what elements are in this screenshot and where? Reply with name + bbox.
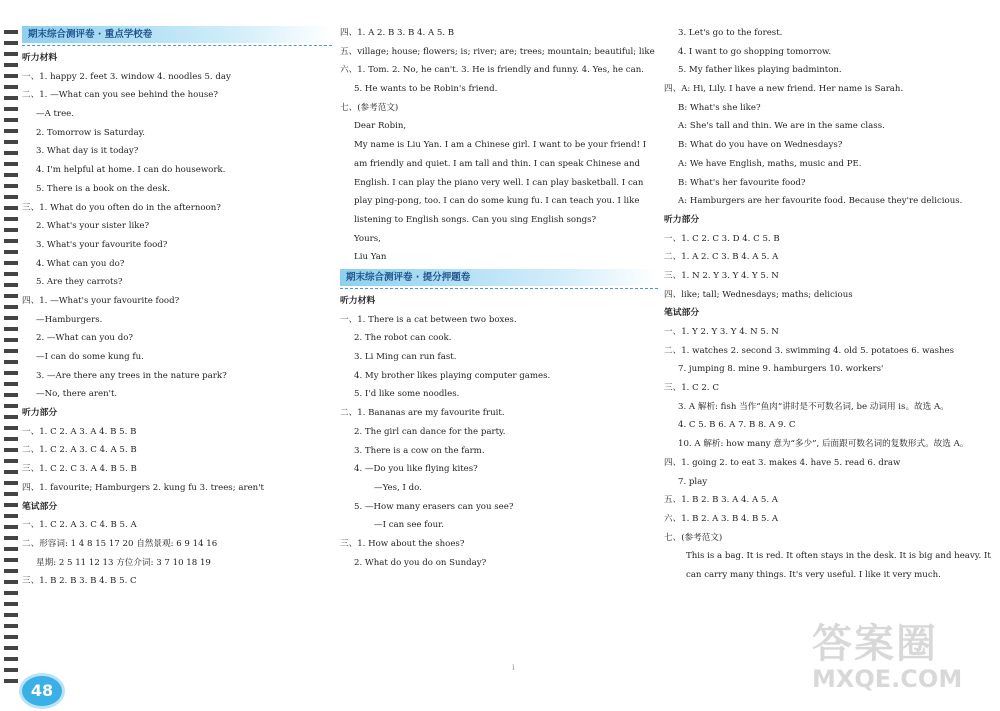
answer-line: 一、1. C 2. A 3. C 4. B 5. A	[22, 520, 137, 531]
watermark-logo-text: 答案圈	[812, 621, 938, 667]
answer-line: —Hamburgers.	[36, 314, 103, 325]
answer-line: Dear Robin,	[354, 121, 407, 132]
answer-line: Liu Yan	[354, 252, 387, 263]
section-heading: 听力材料	[340, 296, 376, 307]
answer-line: 2. The robot can cook.	[354, 333, 452, 344]
left-column	[22, 24, 332, 591]
watermark-logo	[812, 612, 992, 702]
answer-line: —A tree.	[36, 109, 74, 120]
answer-line: 一、1. Y 2. Y 3. Y 4. N 5. N	[664, 327, 779, 337]
answer-line: 3. What's your favourite food?	[36, 239, 168, 250]
answer-line: A: Hamburgers are her favourite food. Because they're delicious.	[678, 196, 963, 207]
answer-line: 2. The girl can dance for the party.	[354, 426, 506, 437]
section-banner: 期末综合测评卷 · 重点学校卷	[22, 26, 332, 43]
answer-line: A: We have English, maths, music and PE.	[678, 158, 862, 169]
section-heading: 笔试部分	[22, 501, 58, 512]
answer-line: 五、1. B 2. B 3. A 4. A 5. A	[664, 495, 779, 506]
answer-line: 星期: 2 5 11 12 13 方位介词: 3 7 10 18 19	[36, 557, 211, 568]
answer-line: 4. —Do you like flying kites?	[354, 464, 478, 475]
answer-line: 5. He wants to be Robin's friend.	[354, 84, 498, 95]
answer-line: 4. I'm helpful at home. I can do housework.	[36, 165, 226, 176]
answer-line: 5. There is a book on the desk.	[36, 183, 170, 194]
answer-line: 六、1. Tom. 2. No, he can't. 3. He is friendly and funny. 4. Yes, he can.	[340, 65, 645, 76]
answer-line: 三、1. N 2. Y 3. Y 4. Y 5. N	[664, 270, 779, 281]
answer-line: 一、1. There is a cat between two boxes.	[340, 314, 517, 325]
answer-line: 3. Li Ming can run fast.	[354, 352, 457, 363]
answer-line: 一、1. C 2. C 3. D 4. C 5. B	[664, 233, 780, 244]
answer-line: —I can do some kung fu.	[36, 352, 144, 362]
model-letter-body: My name is Liu Yan. I am a Chinese girl. I want to be your friend! I am friendly and quiet. I am tall and thin. I can speak Chinese and English. I can play the piano very well. I can play basketball. I can play ping-pong, too. I can do some kung fu. I can teach you. I like listening to English songs. Can you sing English songs?	[354, 140, 647, 225]
answer-line: 3. What day is it today?	[36, 146, 139, 157]
answer-line: 2. Tomorrow is Saturday.	[36, 127, 146, 138]
answer-line: 二、1. A 2. C 3. B 4. A 5. A	[664, 252, 779, 263]
answer-line: 二、1. watches 2. second 3. swimming 4. old 5. potatoes 6. washes	[664, 345, 955, 356]
answer-line: 五、village; house; flowers; is; river; are; trees; mountain; beautiful; like	[340, 46, 655, 57]
answer-line: 三、1. C 2. C	[664, 383, 719, 394]
answer-line: 一、1. happy 2. feet 3. window 4. noodles 5. day	[22, 71, 231, 82]
answer-line: 一、1. C 2. A 3. A 4. B 5. B	[22, 426, 137, 437]
answer-line: A: She's tall and thin. We are in the same class.	[678, 121, 885, 132]
footer-mark: i	[512, 663, 515, 672]
middle-column-signoff	[340, 230, 658, 267]
answer-line: 7. jumping 8. mine 9. hamburgers 10. workers'	[678, 364, 884, 375]
answer-line: 5. Are they carrots?	[36, 277, 123, 288]
middle-column	[340, 24, 658, 572]
right-column	[664, 24, 994, 585]
answer-line: B: What do you have on Wednesdays?	[678, 140, 843, 151]
answer-line: 四、1. going 2. to eat 3. makes 4. have 5. read 6. draw	[664, 457, 901, 468]
watermark-site-text: MXQE.COM	[812, 665, 963, 693]
answer-line: 3. —Are there any trees in the nature park?	[36, 370, 227, 381]
answer-line: 三、1. C 2. C 3. A 4. B 5. B	[22, 464, 137, 475]
section-heading: 听力部分	[22, 408, 58, 419]
answer-line: —Yes, I do.	[374, 482, 422, 493]
answer-line: 七、(参考范文)	[340, 102, 399, 113]
answer-line: 六、1. B 2. A 3. B 4. B 5. A	[664, 513, 779, 524]
answer-line: 七、(参考范文)	[664, 532, 723, 543]
answer-line: 三、1. How about the shoes?	[340, 538, 465, 549]
answer-line: 7. play	[678, 476, 708, 487]
section-heading: 笔试部分	[664, 308, 700, 319]
answer-line: B: What's her favourite food?	[678, 177, 806, 188]
section-banner-2: 期末综合测评卷 · 提分押题卷	[340, 269, 658, 286]
page-number-badge: 48	[22, 676, 62, 706]
model-essay: This is a bag. It is red. It often stays in the desk. It is big and heavy. It can carry many things. It's very useful. I like it very much.	[686, 551, 991, 580]
answer-line: 10. A 解析: how many 意为“多少”, 后面跟可数名词的复数形式。故选 A。	[678, 439, 969, 450]
left-column-lines	[22, 49, 332, 591]
answer-line: —No, there aren't.	[36, 389, 118, 400]
answer-line: 3. Let's go to the forest.	[678, 28, 783, 38]
section-heading: 听力材料	[22, 53, 58, 63]
answer-line: 5. I'd like some noodles.	[354, 389, 460, 400]
answer-line: 3. A 解析: fish 当作“鱼肉”讲时是不可数名词, be 动词用 is。故选 A。	[678, 401, 949, 412]
answer-line: 2. What's your sister like?	[36, 221, 150, 232]
answer-line: 3. There is a cow on the farm.	[354, 445, 485, 456]
answer-line: 4. I want to go shopping tomorrow.	[678, 46, 832, 57]
answer-line: 2. What do you do on Sunday?	[354, 557, 487, 568]
answer-line: Yours,	[354, 233, 381, 244]
binding-holes	[4, 30, 18, 690]
answer-line: 四、1. favourite; Hamburgers 2. kung fu 3. trees; aren't	[22, 482, 265, 493]
answer-line: 二、1. —What can you see behind the house?	[22, 90, 218, 101]
answer-line: 二、1. Bananas are my favourite fruit.	[340, 408, 505, 419]
answer-line: 4. What can you do?	[36, 258, 125, 269]
answer-line: 5. My father likes playing badminton.	[678, 65, 842, 76]
answer-line: 四、like; tall; Wednesdays; maths; delicious	[664, 289, 853, 300]
answer-line: 三、1. B 2. B 3. B 4. B 5. C	[22, 576, 137, 587]
right-column-lines	[664, 24, 994, 547]
middle-column-lines-bottom	[340, 292, 658, 572]
answer-line: 三、1. What do you often do in the afternoon?	[22, 202, 221, 213]
answer-line: 4. My brother likes playing computer games.	[354, 370, 551, 381]
answer-line: B: What's she like?	[678, 102, 761, 113]
answer-line: 四、1. —What's your favourite food?	[22, 295, 180, 306]
answer-line: —I can see four.	[374, 520, 445, 531]
answer-line: 2. —What can you do?	[36, 333, 133, 344]
answer-line: 四、1. A 2. B 3. B 4. A 5. B	[340, 28, 455, 38]
answer-line: 四、A: Hi, Lily. I have a new friend. Her name is Sarah.	[664, 84, 904, 95]
answer-line: 二、1. C 2. A 3. C 4. A 5. B	[22, 445, 137, 456]
answer-line: 4. C 5. B 6. A 7. B 8. A 9. C	[678, 420, 796, 431]
section-heading: 听力部分	[664, 214, 700, 225]
answer-line: 5. —How many erasers can you see?	[354, 501, 514, 512]
answer-line: 二、形容词: 1 4 8 15 17 20 自然景观: 6 9 14 16	[22, 538, 218, 549]
middle-column-lines-top	[340, 24, 658, 136]
